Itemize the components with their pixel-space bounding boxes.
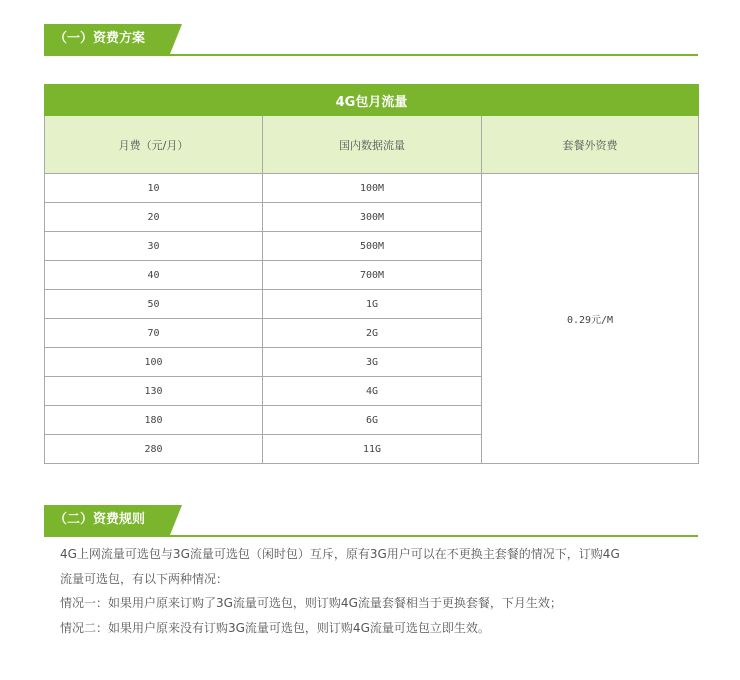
monthly-fee-cell: 130	[45, 377, 263, 406]
monthly-fee-cell: 50	[45, 290, 263, 319]
data-volume-cell: 100M	[263, 174, 482, 203]
data-volume-cell: 3G	[263, 348, 482, 377]
monthly-fee-cell: 280	[45, 435, 263, 464]
table-title-row	[45, 85, 699, 116]
monthly-fee-cell: 10	[45, 174, 263, 203]
fee-rules-text	[60, 542, 700, 640]
data-volume-cell: 4G	[263, 377, 482, 406]
section-divider	[44, 535, 698, 537]
monthly-fee-cell: 30	[45, 232, 263, 261]
data-volume-cell: 11G	[263, 435, 482, 464]
fee-table	[44, 84, 699, 464]
rule-case-one: 情况一：如果用户原来订购了3G流量可选包，则订购4G流量套餐相当于更换套餐，下月生效；	[60, 596, 562, 610]
data-volume-cell: 1G	[263, 290, 482, 319]
column-header-monthly-fee: 月费（元/月）	[45, 116, 263, 174]
rule-paragraph-line: 流量可选包，有以下两种情况：	[60, 571, 229, 586]
monthly-fee-cell: 100	[45, 348, 263, 377]
column-header-data-volume: 国内数据流量	[263, 116, 482, 174]
monthly-fee-cell: 180	[45, 406, 263, 435]
section-tab	[44, 24, 170, 54]
data-volume-cell: 6G	[263, 406, 482, 435]
data-volume-cell: 700M	[263, 261, 482, 290]
rule-case-two: 情况二：如果用户原来没有订购3G流量可选包，则订购4G流量可选包立即生效。	[60, 620, 490, 635]
monthly-fee-cell: 40	[45, 261, 263, 290]
overage-rate-cell: 0.29元/M	[482, 174, 699, 464]
section-header-fee-rules	[44, 505, 698, 537]
table-header-row	[45, 116, 699, 174]
section-title: （一）资费方案	[54, 31, 146, 46]
section-tab	[44, 505, 170, 535]
data-volume-cell: 300M	[263, 203, 482, 232]
monthly-fee-cell: 20	[45, 203, 263, 232]
data-volume-cell: 500M	[263, 232, 482, 261]
rule-paragraph-line: 4G上网流量可选包与3G流量可选包（闲时包）互斥，原有3G用户可以在不更换主套餐的情况下，订购4G	[60, 547, 620, 561]
table-row	[45, 174, 699, 203]
monthly-fee-cell: 70	[45, 319, 263, 348]
data-volume-cell: 2G	[263, 319, 482, 348]
section-header-fee-plan	[44, 24, 698, 56]
column-header-overage-rate: 套餐外资费	[482, 116, 699, 174]
section-title: （二）资费规则	[54, 512, 146, 527]
section-divider	[44, 54, 698, 56]
table-title: 4G包月流量	[45, 85, 699, 116]
